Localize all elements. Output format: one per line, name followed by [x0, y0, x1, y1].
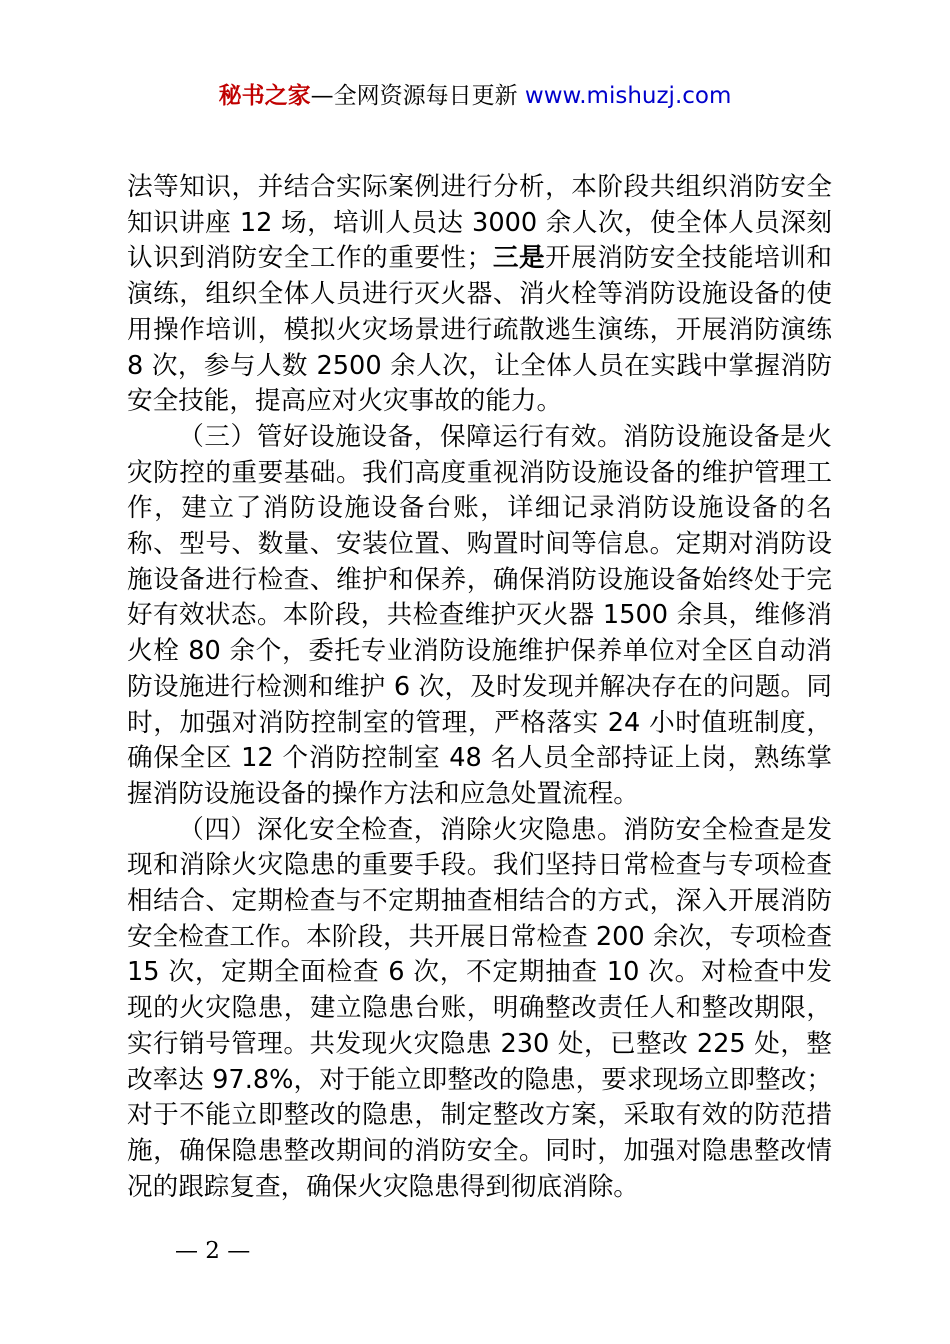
- page-number: — 2 —: [175, 1238, 251, 1264]
- paragraph-1-text-b: 开展消防安全技能培训和演练，组织全体人员进行灭火器、消火栓等消防设施设备的使用操作培训，模拟火灾场景进行疏散逃生演练，开展消防演练 8 次，参与人数 2500 余人次，让全体人员在实践中掌握消防安全技能，提高应对火灾事故的能力。: [127, 243, 832, 417]
- paragraph-1: [127, 170, 832, 420]
- header-tagline: —全网资源每日更新: [310, 83, 525, 109]
- site-header: [0, 78, 950, 114]
- paragraph-1-text-a: 法等知识，并结合实际案例进行分析，本阶段共组织消防安全知识讲座 12 场，培训人员达 3000 余人次，使全体人员深刻认识到消防安全工作的重要性；: [127, 172, 832, 274]
- brand-name: 秘书之家: [218, 83, 311, 109]
- document-body: [127, 170, 832, 1205]
- paragraph-3: （四）深化安全检查，消除火灾隐患。消防安全检查是发现和消除火灾隐患的重要手段。我们坚持日常检查与专项检查相结合、定期检查与不定期抽查相结合的方式，深入开展消防安全检查工作。本阶段，共开展日常检查 200 余次，专项检查 15 次，定期全面检查 6 次，不定期抽查 10 次。对检查中发现的火灾隐患，建立隐患台账，明确整改责任人和整改期限，实行销号管理。共发现火灾隐患 230 处，已整改 225 处，整改率达 97.8%，对于能立即整改的隐患，要求现场立即整改；对于不能立即整改的隐患，制定整改方案，采取有效的防范措施，确保隐患整改期间的消防安全。同时，加强对隐患整改情况的跟踪复查，确保火灾隐患得到彻底消除。: [127, 814, 832, 1202]
- site-url[interactable]: www.mishuzj.com: [524, 83, 732, 109]
- paragraph-2: （三）管好设施设备，保障运行有效。消防设施设备是火灾防控的重要基础。我们高度重视消防设施设备的维护管理工作，建立了消防设施设备台账，详细记录消防设施设备的名称、型号、数量、安装位置、购置时间等信息。定期对消防设施设备进行检查、维护和保养，确保消防设施设备始终处于完好有效状态。本阶段，共检查维护灭火器 1500 余具，维修消火栓 80 余个，委托专业消防设施维护保养单位对全区自动消防设施进行检测和维护 6 次，及时发现并解决存在的问题。同时，加强对消防控制室的管理，严格落实 24 小时值班制度，确保全区 12 个消防控制室 48 名人员全部持证上岗，熟练掌握消防设施设备的操作方法和应急处置流程。: [127, 421, 832, 809]
- paragraph-1-bold: 三是: [492, 243, 546, 274]
